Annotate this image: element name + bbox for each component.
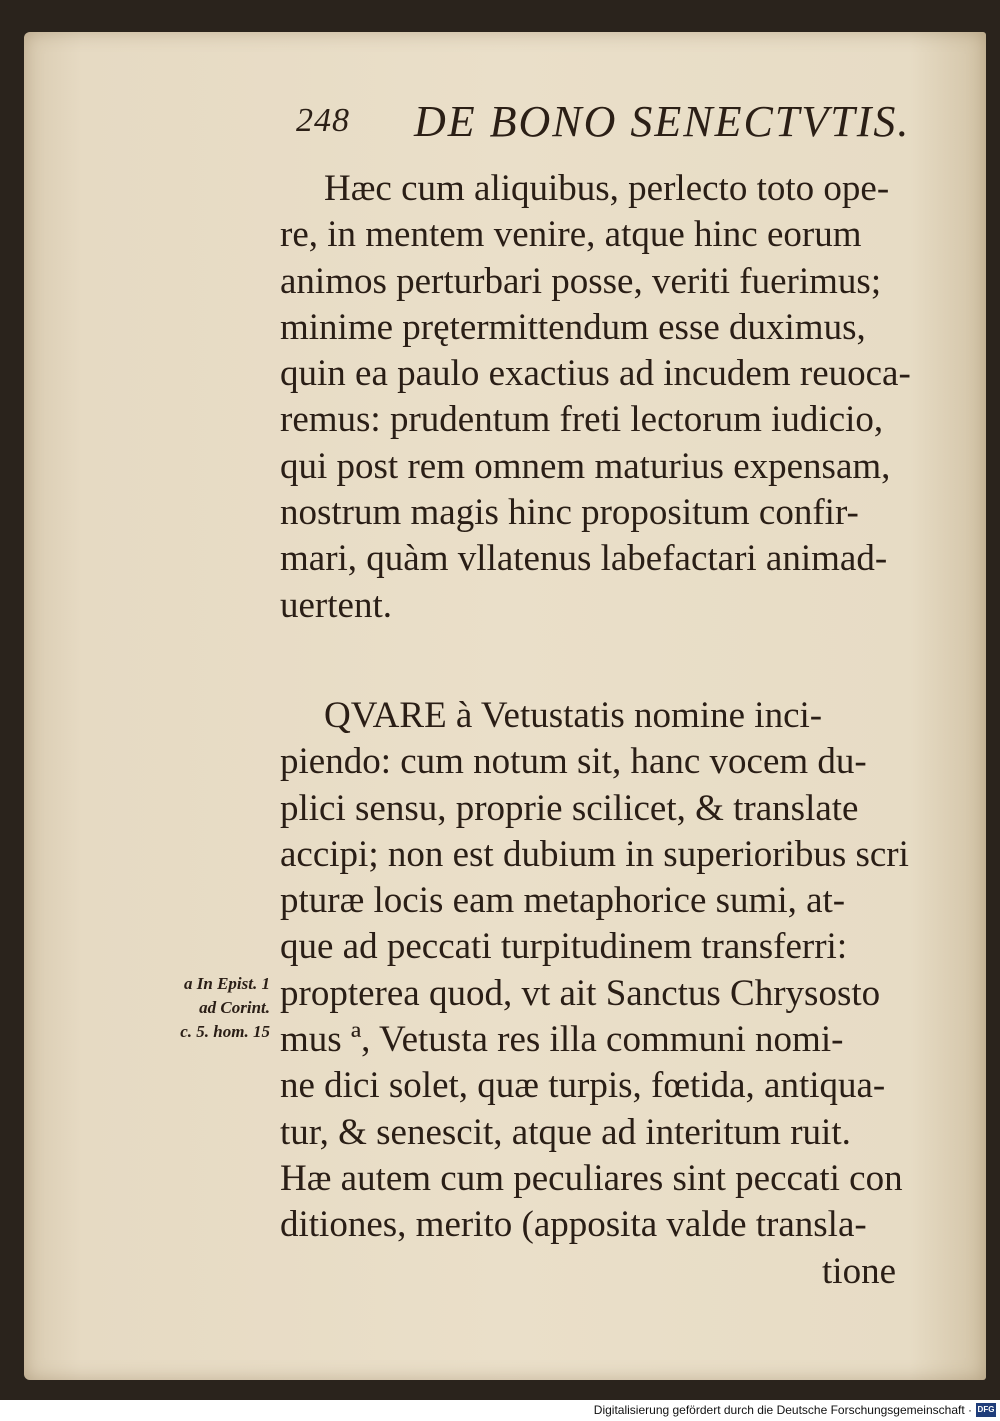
text-line: ne dici solet, quæ turpis, fœtida, antiqua-: [280, 1065, 886, 1107]
text-line: QVARE à Vetustatis nomine inci-: [324, 694, 823, 736]
text-line: Hæ autem cum peculiares sint peccati con: [280, 1157, 903, 1199]
text-line: quin ea paulo exactius ad incudem reuoca-: [280, 353, 911, 395]
text-line: nostrum magis hinc propositum confir-: [280, 492, 859, 534]
text-line: pturæ locis eam metaphorice sumi, at-: [280, 880, 846, 922]
text-line: plici sensu, proprie scilicet, & translate: [280, 787, 859, 829]
text-line: qui post rem omnem maturius expensam,: [280, 445, 891, 487]
footer-credit: Digitalisierung gefördert durch die Deutsche Forschungsgemeinschaft ·: [593, 1403, 972, 1417]
text-line: piendo: cum notum sit, hanc vocem du-: [280, 741, 867, 783]
page-header: [296, 96, 936, 152]
text-line: ditiones, merito (apposita valde transla-: [280, 1204, 867, 1246]
catchword: tione: [822, 1250, 896, 1292]
text-line: re, in mentem venire, atque hinc eorum: [280, 214, 862, 256]
text-line: que ad peccati turpitudinem transferri:: [280, 926, 848, 968]
marginal-note: [150, 972, 270, 1044]
marginal-note-line: a In Epist. 1: [184, 974, 270, 993]
text-line: mari, quàm vllatenus labefactari animad-: [280, 538, 888, 580]
text-line: minime prętermittendum esse duximus,: [280, 306, 866, 348]
text-line: accipi; non est dubium in superioribus scri: [280, 833, 909, 875]
text-line: tur, & senescit, atque ad interitum ruit.: [280, 1111, 851, 1153]
paragraph-gap: [280, 629, 944, 693]
dfg-logo: DFG: [976, 1403, 996, 1417]
text-line: Hæc cum aliquibus, perlecto toto ope-: [324, 168, 890, 209]
body-text: [280, 166, 944, 1295]
marginal-note-line: c. 5. hom. 15: [180, 1022, 270, 1041]
text-line: animos perturbari posse, veriti fuerimus;: [280, 260, 882, 302]
text-line: uertent.: [280, 584, 392, 626]
marginal-note-line: ad Corint.: [199, 998, 270, 1017]
text-line: propterea quod, vt ait Sanctus Chrysosto: [280, 972, 881, 1014]
text-line: remus: prudentum freti lectorum iudicio,: [280, 399, 884, 441]
text-line: mus ª, Vetusta res illa communi nomi-: [280, 1019, 844, 1061]
page-number: 248: [296, 102, 350, 139]
running-title: DE BONO SENECTVTIS.: [414, 97, 911, 146]
